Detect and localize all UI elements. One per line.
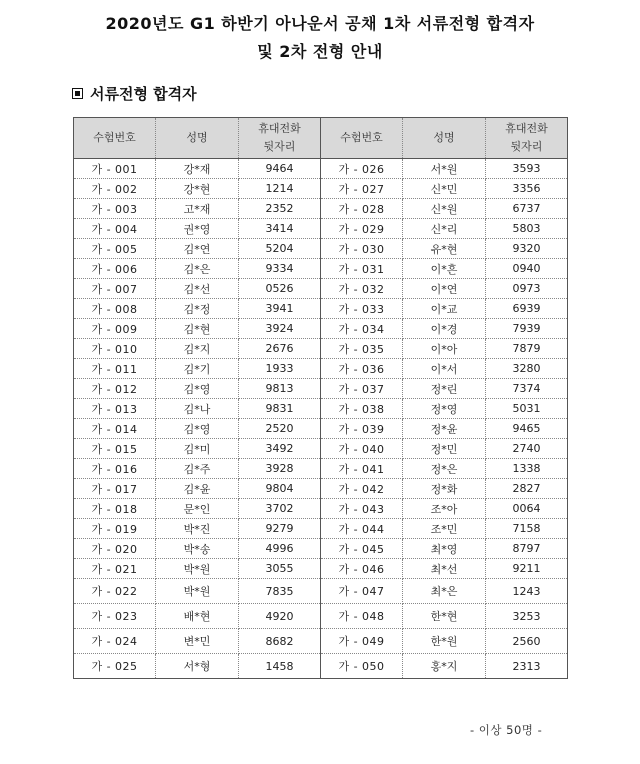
- phone-digits-cell: 9279: [239, 519, 321, 539]
- name-cell: 정*린: [403, 379, 486, 399]
- exam-number-cell: 가 - 018: [74, 499, 156, 519]
- table-row: [74, 339, 568, 359]
- table-row: [74, 159, 568, 179]
- name-cell: 신*리: [403, 219, 486, 239]
- filled-square-bullet-icon: [72, 88, 83, 99]
- phone-digits-cell: 2560: [486, 629, 568, 654]
- phone-digits-cell: 4996: [239, 539, 321, 559]
- table-row: [74, 419, 568, 439]
- exam-number-cell: 가 - 045: [321, 539, 403, 559]
- phone-digits-cell: 7835: [239, 579, 321, 604]
- exam-number-cell: 가 - 043: [321, 499, 403, 519]
- passers-table: [73, 117, 568, 679]
- name-cell: 김*미: [156, 439, 239, 459]
- phone-digits-cell: 7939: [486, 319, 568, 339]
- name-cell: 이*아: [403, 339, 486, 359]
- name-cell: 조*민: [403, 519, 486, 539]
- table-row: [74, 279, 568, 299]
- name-cell: 정*화: [403, 479, 486, 499]
- exam-number-cell: 가 - 003: [74, 199, 156, 219]
- exam-number-cell: 가 - 022: [74, 579, 156, 604]
- exam-number-cell: 가 - 023: [74, 604, 156, 629]
- table-row: [74, 299, 568, 319]
- phone-digits-cell: 3941: [239, 299, 321, 319]
- exam-number-cell: 가 - 033: [321, 299, 403, 319]
- header-name: 성명: [156, 118, 239, 159]
- header-phone-last-digits: 휴대전화 뒷자리: [486, 118, 568, 159]
- exam-number-cell: 가 - 019: [74, 519, 156, 539]
- phone-digits-cell: 0940: [486, 259, 568, 279]
- exam-number-cell: 가 - 044: [321, 519, 403, 539]
- table-row: [74, 219, 568, 239]
- phone-digits-cell: 3253: [486, 604, 568, 629]
- name-cell: 유*현: [403, 239, 486, 259]
- phone-digits-cell: 0973: [486, 279, 568, 299]
- name-cell: 김*은: [156, 259, 239, 279]
- phone-digits-cell: 9465: [486, 419, 568, 439]
- phone-digits-cell: 3924: [239, 319, 321, 339]
- table-row: [74, 654, 568, 679]
- phone-digits-cell: 5204: [239, 239, 321, 259]
- header-exam-number: 수험번호: [74, 118, 156, 159]
- name-cell: 김*선: [156, 279, 239, 299]
- exam-number-cell: 가 - 006: [74, 259, 156, 279]
- name-cell: 고*재: [156, 199, 239, 219]
- exam-number-cell: 가 - 008: [74, 299, 156, 319]
- exam-number-cell: 가 - 046: [321, 559, 403, 579]
- exam-number-cell: 가 - 049: [321, 629, 403, 654]
- name-cell: 이*연: [403, 279, 486, 299]
- name-cell: 최*은: [403, 579, 486, 604]
- phone-digits-cell: 6737: [486, 199, 568, 219]
- phone-digits-cell: 3280: [486, 359, 568, 379]
- name-cell: 이*흔: [403, 259, 486, 279]
- phone-digits-cell: 4920: [239, 604, 321, 629]
- exam-number-cell: 가 - 017: [74, 479, 156, 499]
- name-cell: 김*주: [156, 459, 239, 479]
- section-heading: [72, 83, 197, 104]
- phone-digits-cell: 2827: [486, 479, 568, 499]
- exam-number-cell: 가 - 001: [74, 159, 156, 179]
- name-cell: 김*지: [156, 339, 239, 359]
- phone-digits-cell: 9813: [239, 379, 321, 399]
- table-row: [74, 319, 568, 339]
- name-cell: 강*현: [156, 179, 239, 199]
- table-row: [74, 629, 568, 654]
- table-row: [74, 259, 568, 279]
- phone-digits-cell: 7158: [486, 519, 568, 539]
- table-row: [74, 519, 568, 539]
- phone-digits-cell: 1933: [239, 359, 321, 379]
- exam-number-cell: 가 - 026: [321, 159, 403, 179]
- phone-digits-cell: 3356: [486, 179, 568, 199]
- phone-digits-cell: 2676: [239, 339, 321, 359]
- header-phone-last-digits: 휴대전화 뒷자리: [239, 118, 321, 159]
- name-cell: 최*영: [403, 539, 486, 559]
- name-cell: 이*경: [403, 319, 486, 339]
- phone-digits-cell: 9334: [239, 259, 321, 279]
- name-cell: 김*나: [156, 399, 239, 419]
- name-cell: 정*은: [403, 459, 486, 479]
- phone-digits-cell: 2352: [239, 199, 321, 219]
- exam-number-cell: 가 - 028: [321, 199, 403, 219]
- name-cell: 이*서: [403, 359, 486, 379]
- phone-digits-cell: 3928: [239, 459, 321, 479]
- name-cell: 박*송: [156, 539, 239, 559]
- phone-digits-cell: 3702: [239, 499, 321, 519]
- name-cell: 이*교: [403, 299, 486, 319]
- exam-number-cell: 가 - 042: [321, 479, 403, 499]
- name-cell: 김*윤: [156, 479, 239, 499]
- name-cell: 김*영: [156, 379, 239, 399]
- table-row: [74, 604, 568, 629]
- exam-number-cell: 가 - 010: [74, 339, 156, 359]
- header-exam-number: 수험번호: [321, 118, 403, 159]
- exam-number-cell: 가 - 009: [74, 319, 156, 339]
- table-body: [74, 159, 568, 679]
- exam-number-cell: 가 - 014: [74, 419, 156, 439]
- exam-number-cell: 가 - 034: [321, 319, 403, 339]
- phone-digits-cell: 0064: [486, 499, 568, 519]
- name-cell: 정*윤: [403, 419, 486, 439]
- name-cell: 정*민: [403, 439, 486, 459]
- document-title-line1: 2020년도 G1 하반기 아나운서 공채 1차 서류전형 합격자: [105, 14, 535, 33]
- name-cell: 권*영: [156, 219, 239, 239]
- exam-number-cell: 가 - 047: [321, 579, 403, 604]
- name-cell: 김*연: [156, 239, 239, 259]
- phone-digits-cell: 8797: [486, 539, 568, 559]
- exam-number-cell: 가 - 050: [321, 654, 403, 679]
- table-row: [74, 179, 568, 199]
- exam-number-cell: 가 - 039: [321, 419, 403, 439]
- name-cell: 김*정: [156, 299, 239, 319]
- phone-digits-cell: 3593: [486, 159, 568, 179]
- table-row: [74, 399, 568, 419]
- name-cell: 박*원: [156, 579, 239, 604]
- name-cell: 서*형: [156, 654, 239, 679]
- header-name: 성명: [403, 118, 486, 159]
- table-row: [74, 539, 568, 559]
- exam-number-cell: 가 - 032: [321, 279, 403, 299]
- exam-number-cell: 가 - 021: [74, 559, 156, 579]
- phone-digits-cell: 1338: [486, 459, 568, 479]
- table-row: [74, 439, 568, 459]
- name-cell: 신*원: [403, 199, 486, 219]
- exam-number-cell: 가 - 048: [321, 604, 403, 629]
- phone-digits-cell: 9831: [239, 399, 321, 419]
- name-cell: 서*원: [403, 159, 486, 179]
- exam-number-cell: 가 - 020: [74, 539, 156, 559]
- exam-number-cell: 가 - 041: [321, 459, 403, 479]
- phone-digits-cell: 3492: [239, 439, 321, 459]
- exam-number-cell: 가 - 013: [74, 399, 156, 419]
- exam-number-cell: 가 - 037: [321, 379, 403, 399]
- phone-digits-cell: 3055: [239, 559, 321, 579]
- table-row: [74, 479, 568, 499]
- exam-number-cell: 가 - 027: [321, 179, 403, 199]
- table-row: [74, 459, 568, 479]
- name-cell: 배*현: [156, 604, 239, 629]
- phone-digits-cell: 2313: [512, 659, 541, 673]
- phone-digits-cell: 9464: [239, 159, 321, 179]
- table-row: [74, 239, 568, 259]
- name-cell: 홍*지: [403, 654, 486, 679]
- phone-digits-cell: 7374: [486, 379, 568, 399]
- table-row: [74, 499, 568, 519]
- exam-number-cell: 가 - 007: [74, 279, 156, 299]
- phone-digits-cell: 0526: [239, 279, 321, 299]
- exam-number-cell: 가 - 035: [321, 339, 403, 359]
- phone-digits-cell: 1243: [486, 579, 568, 604]
- name-cell: 최*선: [403, 559, 486, 579]
- table-row: [74, 379, 568, 399]
- phone-digits-cell: 6939: [486, 299, 568, 319]
- table-row: [74, 359, 568, 379]
- exam-number-cell: 가 - 012: [74, 379, 156, 399]
- exam-number-cell: 가 - 011: [74, 359, 156, 379]
- total-count-note: - 이상 50명 -: [470, 723, 543, 737]
- exam-number-cell: 가 - 036: [321, 359, 403, 379]
- exam-number-cell: 가 - 025: [74, 654, 156, 679]
- phone-digits-cell: 2740: [486, 439, 568, 459]
- phone-digits-cell: 3414: [239, 219, 321, 239]
- phone-digits-cell: 9211: [486, 559, 568, 579]
- table-row: [74, 199, 568, 219]
- name-cell: 신*민: [403, 179, 486, 199]
- phone-digits-cell: 9804: [239, 479, 321, 499]
- phone-digits-cell: 1458: [239, 654, 321, 679]
- name-cell: 김*현: [156, 319, 239, 339]
- exam-number-cell: 가 - 002: [74, 179, 156, 199]
- phone-digits-cell: 1214: [239, 179, 321, 199]
- name-cell: 한*현: [403, 604, 486, 629]
- table-row: [74, 559, 568, 579]
- name-cell: 김*기: [156, 359, 239, 379]
- section-heading-label: 서류전형 합격자: [90, 85, 197, 103]
- phone-digits-cell: 5803: [486, 219, 568, 239]
- name-cell: 강*재: [156, 159, 239, 179]
- exam-number-cell: 가 - 029: [321, 219, 403, 239]
- name-cell: 박*원: [156, 559, 239, 579]
- name-cell: 한*원: [403, 629, 486, 654]
- exam-number-cell: 가 - 015: [74, 439, 156, 459]
- name-cell: 정*영: [403, 399, 486, 419]
- name-cell: 문*인: [156, 499, 239, 519]
- exam-number-cell: 가 - 031: [321, 259, 403, 279]
- table-header-row: [74, 118, 568, 159]
- exam-number-cell: 가 - 004: [74, 219, 156, 239]
- phone-digits-cell: 5031: [486, 399, 568, 419]
- phone-digits-cell: 9320: [486, 239, 568, 259]
- exam-number-cell: 가 - 040: [321, 439, 403, 459]
- exam-number-cell: 가 - 005: [74, 239, 156, 259]
- name-cell: 김*영: [156, 419, 239, 439]
- exam-number-cell: 가 - 038: [321, 399, 403, 419]
- phone-digits-cell: 2520: [239, 419, 321, 439]
- table-row: [74, 579, 568, 604]
- phone-digits-cell: 7879: [486, 339, 568, 359]
- exam-number-cell: 가 - 024: [74, 629, 156, 654]
- name-cell: 변*민: [156, 629, 239, 654]
- exam-number-cell: 가 - 030: [321, 239, 403, 259]
- phone-digits-cell: 8682: [239, 629, 321, 654]
- document-title-line2: 및 2차 전형 안내: [257, 42, 383, 61]
- name-cell: 박*진: [156, 519, 239, 539]
- name-cell: 조*아: [403, 499, 486, 519]
- exam-number-cell: 가 - 016: [74, 459, 156, 479]
